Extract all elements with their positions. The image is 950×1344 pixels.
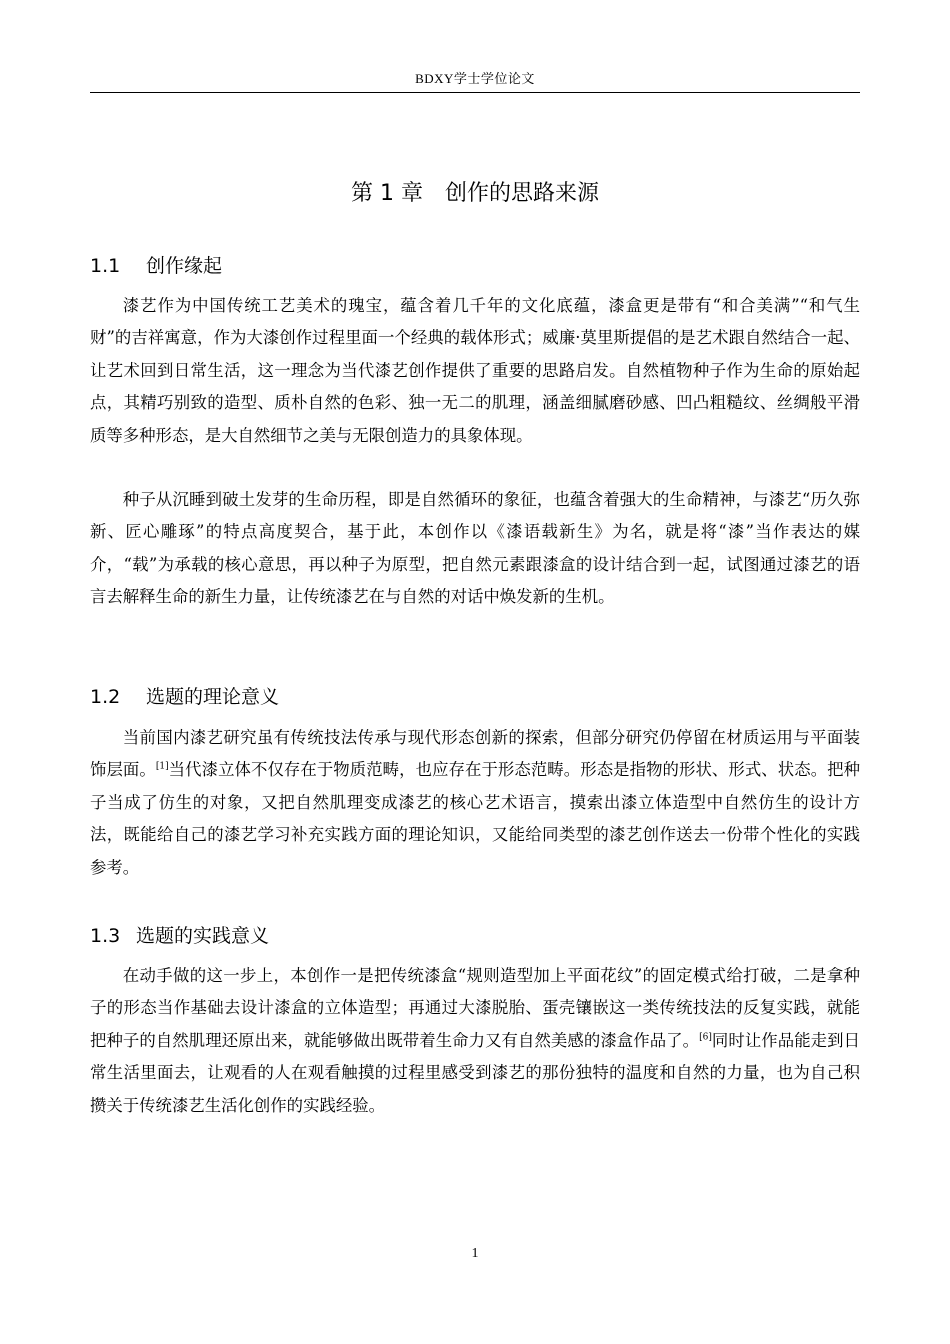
paragraph: 当前国内漆艺研究虽有传统技法传承与现代形态创新的探索，但部分研究仍停留在材质运用与平面装饰层面。[1]当代漆立体不仅存在于物质范畴，也应存在于形态范畴。形态是指物的形状、形式、状态。把种子当成了仿生的对象，又把自然肌理变成漆艺的核心艺术语言，摸索出漆立体造型中自然仿生的设计方法，既能给自己的漆艺学习补充实践方面的理论知识，又能给同类型的漆艺创作送去一份带个性化的实践参考。 xyxy=(90,728,861,877)
running-header: BDXY学士学位论文 xyxy=(415,71,535,86)
page-number: 1 xyxy=(471,1246,479,1261)
header-divider xyxy=(90,92,860,93)
citation-marker: [6] xyxy=(699,1032,712,1043)
paragraph: 在动手做的这一步上，本创作一是把传统漆盒“规则造型加上平面花纹”的固定模式给打破，二是拿种子的形态当作基础去设计漆盒的立体造型；再通过大漆脱胎、蛋壳镶嵌这一类传统技法的反复实践，就能把种子的自然肌理还原出来，就能够做出既带着生命力又有自然美感的漆盒作品了。[6]同时让作品能走到日常生活里面去，让观看的人在观看触摸的过程里感受到漆艺的那份独特的温度和自然的力量，也为自己积攒关于传统漆艺生活化创作的实践经验。 xyxy=(90,966,861,1115)
chapter-name: 创作的思路来源 xyxy=(444,181,599,206)
paragraph: 种子从沉睡到破土发芽的生命历程，即是自然循环的象征，也蕴含着强大的生命精神，与漆艺“历久弥新、匠心雕琢”的特点高度契合，基于此，本创作以《漆语载新生》为名，就是将“漆”当作表达的媒介，“载”为承载的核心意思，再以种子为原型，把自然元素跟漆盒的设计结合到一起，试图通过漆艺的语言去解释生命的新生力量，让传统漆艺在与自然的对话中焕发新的生机。 xyxy=(90,490,860,607)
section-title: 选题的实践意义 xyxy=(136,925,270,947)
citation-marker: [1] xyxy=(155,761,169,772)
chapter-number: 第 1 章 xyxy=(351,181,423,206)
paragraph: 漆艺作为中国传统工艺美术的瑰宝，蕴含着几千年的文化底蕴，漆盒更是带有“和合美满”“和气生财”的吉祥寓意，作为大漆创作过程里面一个经典的载体形式；威廉·莫里斯提倡的是艺术跟自然结合一起、让艺术回到日常生活，这一理念为当代漆艺创作提供了重要的思路启发。自然植物种子作为生命的原始起点，其精巧别致的造型、质朴自然的色彩、独一无二的肌理，涵盖细腻磨砂感、凹凸粗糙纹、丝绸般平滑质等多种形态，是大自然细节之美与无限创造力的具象体现。 xyxy=(90,296,860,445)
section-heading-1-3 xyxy=(90,921,269,951)
section-number: 1.2 xyxy=(90,686,121,708)
section-title: 创作缘起 xyxy=(146,255,223,277)
section-heading-1-1 xyxy=(90,251,222,281)
section-title: 选题的理论意义 xyxy=(146,686,280,708)
section-number: 1.1 xyxy=(90,255,121,277)
section-number: 1.3 xyxy=(90,925,121,947)
chapter-title xyxy=(90,174,860,214)
section-heading-1-2 xyxy=(90,682,279,712)
